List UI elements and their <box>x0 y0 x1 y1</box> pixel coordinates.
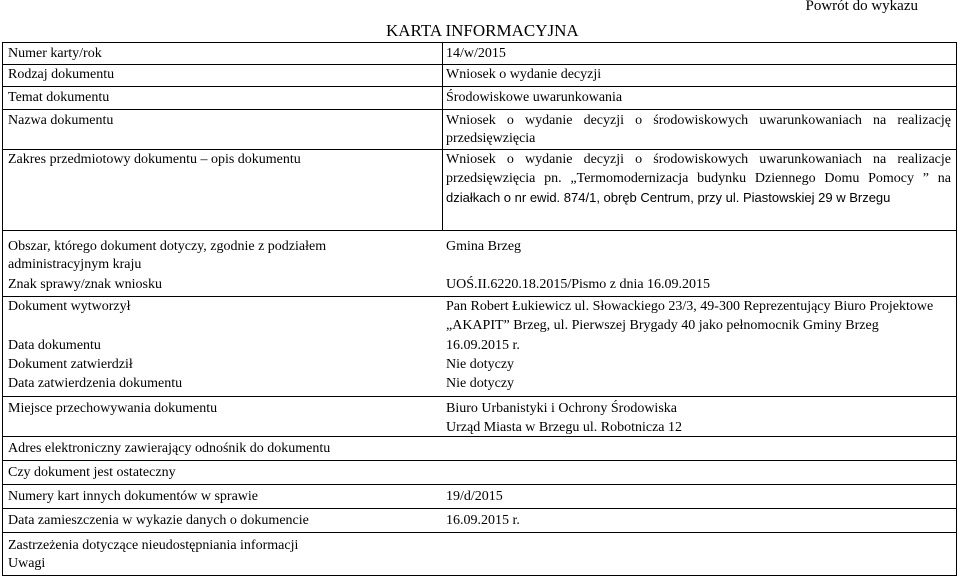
value-document-scope-line2: przedsięwzięcia pn. „Termomodernizacja budynku Dziennego Domu Pomocy ” na <box>446 171 951 186</box>
back-to-list-link[interactable]: Powrót do wykazu <box>805 0 918 14</box>
value-document-type: Wniosek o wydanie decyzji <box>446 67 602 82</box>
value-document-author-line1: Pan Robert Łukiewicz ul. Słowackiego 23/3, 49-300 Reprezentujący Biuro Projektowe <box>446 299 934 314</box>
label-document-scope: Zakres przedmiotowy dokumentu – opis dokumentu <box>8 152 301 167</box>
row-divider <box>2 396 957 397</box>
page-title: KARTA INFORMACYJNA <box>386 21 579 40</box>
label-area-line1: Obszar, którego dokument dotyczy, zgodnie z podziałem <box>8 239 327 254</box>
label-card-number: Numer karty/rok <box>8 46 102 61</box>
value-storage-location-line2: Urząd Miasta w Brzegu ul. Robotnicza 12 <box>446 420 682 435</box>
row-divider <box>2 460 957 461</box>
value-other-cards[interactable]: 19/d/2015 <box>446 489 503 504</box>
row-divider <box>2 86 957 87</box>
value-document-name-line1: Wniosek o wydanie decyzji o środowiskowych uwarunkowaniach na realizację <box>446 113 951 128</box>
value-area: Gmina Brzeg <box>446 239 522 254</box>
label-case-reference: Znak sprawy/znak wniosku <box>8 277 162 292</box>
label-listing-date: Data zamieszczenia w wykazie danych o dokumencie <box>8 513 309 528</box>
value-listing-date: 16.09.2015 r. <box>446 513 520 528</box>
label-document-subject: Temat dokumentu <box>8 90 110 105</box>
value-case-reference: UOŚ.II.6220.18.2015/Pismo z dnia 16.09.2015 <box>446 277 711 292</box>
label-area-line2: administracyjnym kraju <box>8 257 142 272</box>
value-document-scope-line3: działkach o nr ewid. 874/1, obręb Centrum, przy ul. Piastowskiej 29 w Brzegu <box>446 190 891 205</box>
value-document-name-line2: przedsięwzięcia <box>446 131 536 146</box>
row-divider <box>2 532 957 533</box>
label-storage-location: Miejsce przechowywania dokumentu <box>8 401 218 416</box>
value-card-number: 14/w/2015 <box>446 46 506 61</box>
value-document-author-line2: „AKAPIT” Brzeg, ul. Pierwszej Brygady 40 jako pełnomocnik Gminy Brzeg <box>446 318 879 333</box>
value-document-scope-line1: Wniosek o wydanie decyzji o środowiskowych uwarunkowaniach na realizacje <box>446 152 951 167</box>
row-divider <box>2 64 957 65</box>
row-divider <box>2 149 957 150</box>
label-approval-date: Data zatwierdzenia dokumentu <box>8 376 183 391</box>
value-approved-by: Nie dotyczy <box>446 357 515 372</box>
column-divider <box>442 42 443 230</box>
value-document-date: 16.09.2015 r. <box>446 338 520 353</box>
value-approval-date: Nie dotyczy <box>446 376 515 391</box>
row-divider <box>2 484 957 485</box>
label-electronic-address: Adres elektroniczny zawierający odnośnik do dokumentu <box>8 441 331 456</box>
value-document-subject: Środowiskowe uwarunkowania <box>446 90 623 105</box>
label-other-cards: Numery kart innych dokumentów w sprawie <box>8 489 258 504</box>
label-document-name: Nazwa dokumentu <box>8 113 114 128</box>
label-document-date: Data dokumentu <box>8 338 101 353</box>
label-remarks: Uwagi <box>8 556 46 571</box>
row-divider <box>2 109 957 110</box>
label-restrictions: Zastrzeżenia dotyczące nieudostępniania informacji <box>8 538 299 553</box>
label-document-author: Dokument wytworzył <box>8 299 131 314</box>
label-is-final: Czy dokument jest ostateczny <box>8 465 176 480</box>
label-approved-by: Dokument zatwierdził <box>8 357 133 372</box>
section-divider <box>2 230 957 231</box>
label-document-type: Rodzaj dokumentu <box>8 67 115 82</box>
row-divider <box>2 508 957 509</box>
value-storage-location-line1: Biuro Urbanistyki i Ochrony Środowiska <box>446 401 677 416</box>
row-divider <box>2 296 957 297</box>
